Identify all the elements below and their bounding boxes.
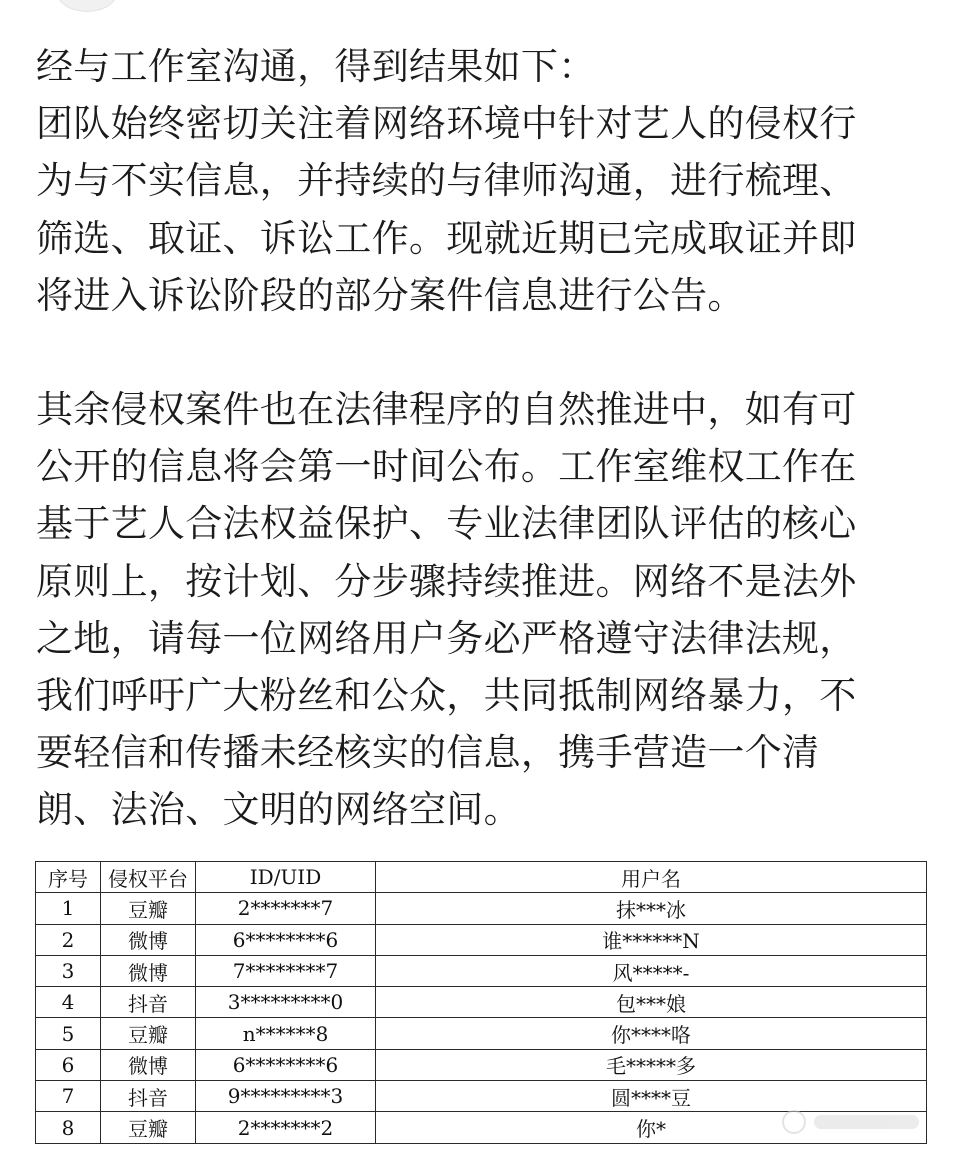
cell-platform: 豆瓣 bbox=[101, 893, 196, 924]
cell-platform: 微博 bbox=[101, 955, 196, 986]
cell-index: 8 bbox=[36, 1112, 101, 1143]
header-username: 用户名 bbox=[376, 862, 927, 893]
cell-username: 抹***冰 bbox=[376, 893, 927, 924]
cell-index: 5 bbox=[36, 1018, 101, 1049]
cell-index: 7 bbox=[36, 1081, 101, 1112]
cell-index: 3 bbox=[36, 955, 101, 986]
cell-id: 3*********0 bbox=[196, 987, 376, 1018]
header-id: ID/UID bbox=[196, 862, 376, 893]
header-index: 序号 bbox=[36, 862, 101, 893]
cell-platform: 豆瓣 bbox=[101, 1112, 196, 1143]
cell-username: 你****咯 bbox=[376, 1018, 927, 1049]
header-platform: 侵权平台 bbox=[101, 862, 196, 893]
cell-index: 6 bbox=[36, 1049, 101, 1080]
cell-username: 你* bbox=[376, 1112, 927, 1143]
cell-index: 2 bbox=[36, 924, 101, 955]
cell-id: 7********7 bbox=[196, 955, 376, 986]
post-body bbox=[36, 38, 916, 839]
cell-index: 1 bbox=[36, 893, 101, 924]
cell-id: 2*******2 bbox=[196, 1112, 376, 1143]
table-row bbox=[36, 1049, 927, 1080]
cell-username: 风*****- bbox=[376, 955, 927, 986]
case-table bbox=[35, 861, 927, 1144]
cell-username: 谁******N bbox=[376, 924, 927, 955]
table-row bbox=[36, 1112, 927, 1143]
case-table-image bbox=[35, 861, 926, 1144]
table-header-row bbox=[36, 862, 927, 893]
table-row bbox=[36, 1018, 927, 1049]
cell-index: 4 bbox=[36, 987, 101, 1018]
cell-id: 6********6 bbox=[196, 1049, 376, 1080]
cell-username: 毛*****多 bbox=[376, 1049, 927, 1080]
post-header-cropped bbox=[0, 0, 960, 16]
cell-platform: 微博 bbox=[101, 1049, 196, 1080]
cell-platform: 豆瓣 bbox=[101, 1018, 196, 1049]
cell-id: n******8 bbox=[196, 1018, 376, 1049]
cell-id: 9*********3 bbox=[196, 1081, 376, 1112]
post-paragraph-2: 其余侵权案件也在法律程序的自然推进中，如有可 公开的信息将会第一时间公布。工作室维权工作在 基于艺人合法权益保护、专业法律团队评估的核心 原则上，按计划、分步骤持续推进。网络不是法外 之地，请每一位网络用户务必严格遵守法律法规， 我们呼吁广大粉丝和公众，共同抵制网络暴力，不 要轻信和传播未经核实的信息，携手营造一个清 朗、法治、文明的网络空间。 bbox=[36, 388, 857, 832]
cell-platform: 抖音 bbox=[101, 1081, 196, 1112]
post-paragraph-1: 经与工作室沟通，得到结果如下： 团队始终密切关注着网络环境中针对艺人的侵权行 为与不实信息，并持续的与律师沟通，进行梳理、 筛选、取证、诉讼工作。现就近期已完成取证并即 将进入诉讼阶段的部分案件信息进行公告。 bbox=[36, 45, 857, 317]
avatar[interactable] bbox=[56, 0, 118, 12]
table-row bbox=[36, 1081, 927, 1112]
cell-platform: 微博 bbox=[101, 924, 196, 955]
table-row bbox=[36, 924, 927, 955]
cell-username: 圆****豆 bbox=[376, 1081, 927, 1112]
cell-platform: 抖音 bbox=[101, 987, 196, 1018]
cell-username: 包***娘 bbox=[376, 987, 927, 1018]
table-row bbox=[36, 893, 927, 924]
table-row bbox=[36, 955, 927, 986]
cell-id: 2*******7 bbox=[196, 893, 376, 924]
table-row bbox=[36, 987, 927, 1018]
cell-id: 6********6 bbox=[196, 924, 376, 955]
